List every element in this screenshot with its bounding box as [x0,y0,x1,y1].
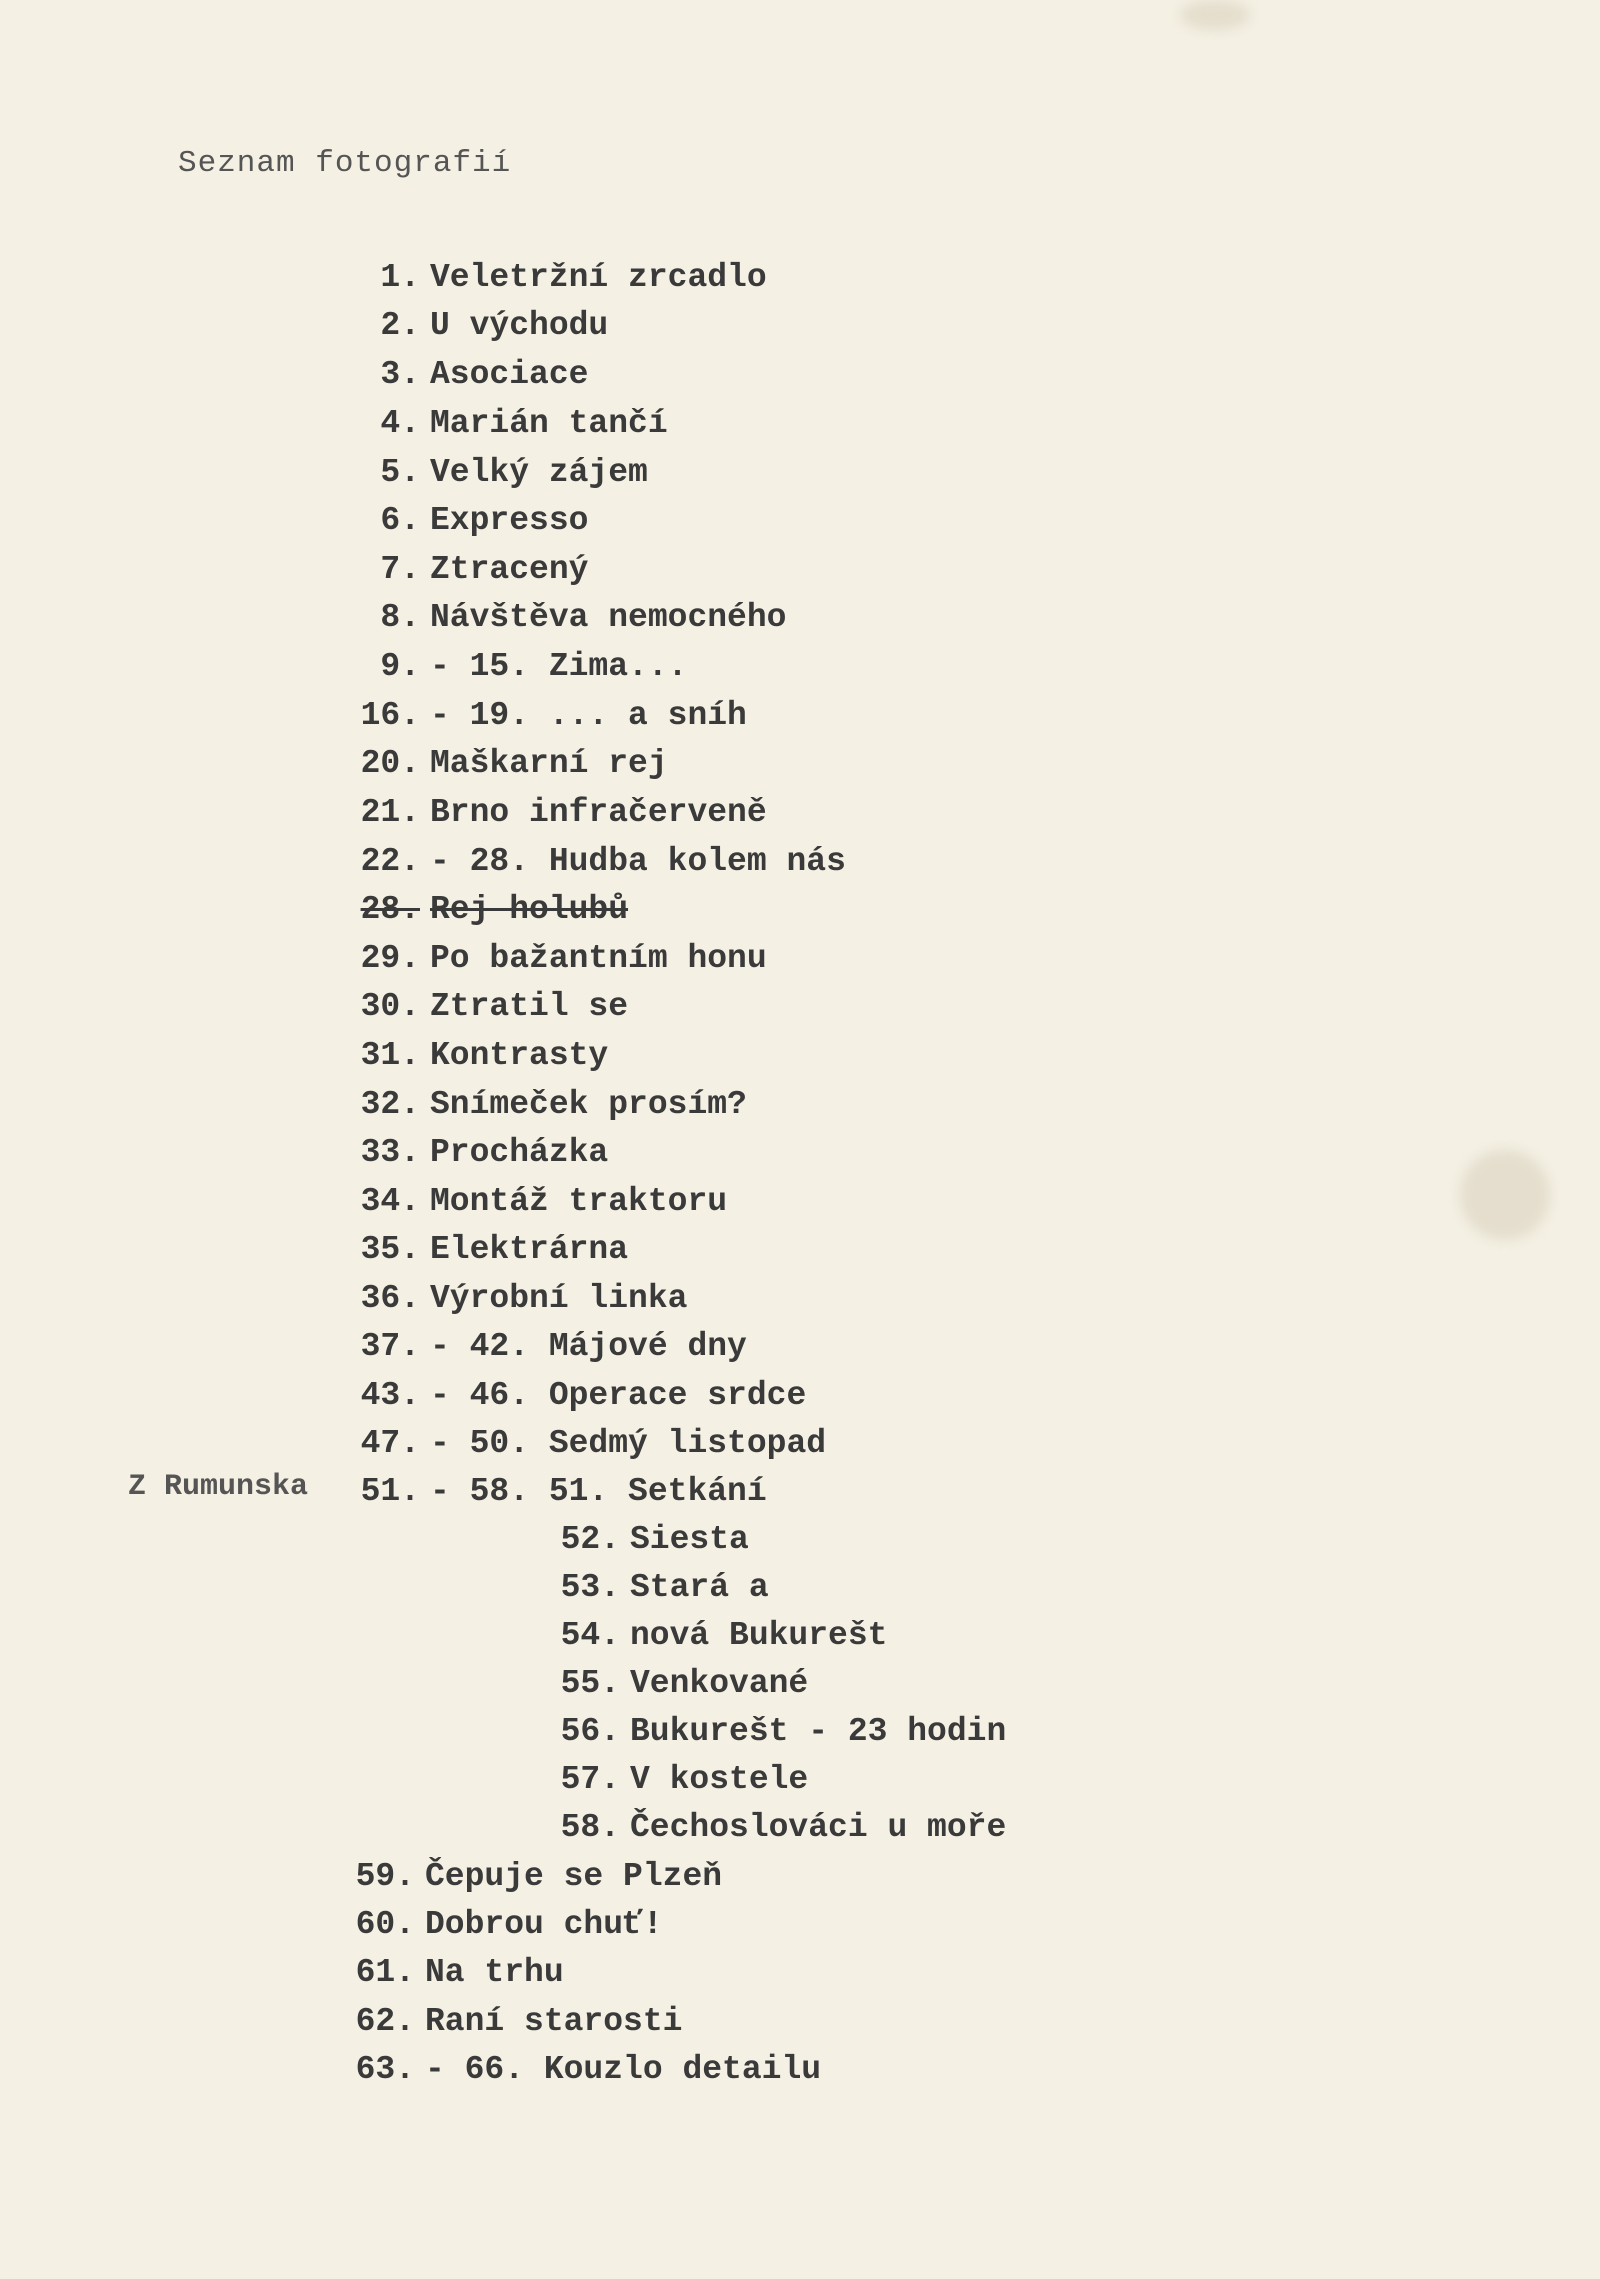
item-number: 57. [560,1761,620,1798]
item-title: - 28. Hudba kolem nás [430,843,846,880]
item-title: Čepuje se Plzeň [425,1858,723,1895]
item-number: 1. [380,259,420,296]
item-number: 32. [360,1086,420,1123]
item-title: Čechoslováci u moře [630,1809,1007,1846]
item-number: 51. [360,1473,420,1510]
item-number: 47. [360,1425,420,1462]
item-title: Bukurešt - 23 hodin [630,1713,1007,1750]
paper-stain [1460,1150,1550,1240]
item-number: 5. [380,454,420,491]
item-number: 55. [560,1665,620,1702]
item-title: Návštěva nemocného [430,599,787,636]
item-number: 21. [360,794,420,831]
item-number: 31. [360,1037,420,1074]
item-title: Velký zájem [430,454,648,491]
item-number: 63. [355,2051,415,2088]
item-title: Snímeček prosím? [430,1086,747,1123]
item-number: 2. [380,307,420,344]
item-number: 22. [360,843,420,880]
item-number: 52. [560,1521,620,1558]
item-title: Stará a [630,1569,769,1606]
item-number: 37. [360,1328,420,1365]
paper-stain [1180,0,1250,30]
item-number: 7. [380,551,420,588]
item-number: 54. [560,1617,620,1654]
item-number: 33. [360,1134,420,1171]
item-number: 6. [380,502,420,539]
item-title: Brno infračerveně [430,794,767,831]
item-title: - 19. ... a sníh [430,697,747,734]
item-title: Na trhu [425,1954,564,1991]
item-title: Kontrasty [430,1037,609,1074]
item-title: - 42. Májové dny [430,1328,747,1365]
item-title: - 46. Operace srdce [430,1377,807,1414]
item-number: 30. [360,988,420,1025]
item-title: Montáž traktoru [430,1183,728,1220]
item-title: - 50. Sedmý listopad [430,1425,827,1462]
item-title: Asociace [430,356,589,393]
item-number: 8. [380,599,420,636]
item-title: Ztratil se [430,988,629,1025]
item-number: 29. [360,940,420,977]
item-number: 36. [360,1280,420,1317]
item-title: Maškarní rej [430,745,668,782]
item-number: 4. [380,405,420,442]
item-title: Marián tančí [430,405,668,442]
item-title: - 66. Kouzlo detailu [425,2051,822,2088]
item-title: Rej holubů [430,891,629,928]
side-label: Z Rumunska [128,1470,309,1504]
item-number: 53. [560,1569,620,1606]
item-title: Po bažantním honu [430,940,767,977]
item-number: 34. [360,1183,420,1220]
item-title: - 58. 51. Setkání [430,1473,767,1510]
item-number: 60. [355,1906,415,1943]
item-title: Raní starosti [425,2003,683,2040]
item-number: 20. [360,745,420,782]
document-title: Seznam fotografií [178,146,512,181]
item-title: Ztracený [430,551,589,588]
item-title: nová Bukurešt [630,1617,888,1654]
item-title: Elektrárna [430,1231,629,1268]
item-title: Expresso [430,502,589,539]
item-title: Venkované [630,1665,809,1702]
item-number: 61. [355,1954,415,1991]
item-number: 43. [360,1377,420,1414]
item-number: 28. [360,891,420,928]
item-number: 3. [380,356,420,393]
item-number: 62. [355,2003,415,2040]
item-title: U východu [430,307,609,344]
item-title: Výrobní linka [430,1280,688,1317]
item-title: - 15. Zima... [430,648,688,685]
item-number: 16. [360,697,420,734]
item-number: 35. [360,1231,420,1268]
item-title: Dobrou chuť! [425,1906,663,1943]
item-title: V kostele [630,1761,809,1798]
item-title: Siesta [630,1521,749,1558]
item-number: 56. [560,1713,620,1750]
item-title: Veletržní zrcadlo [430,259,767,296]
item-number: 58. [560,1809,620,1846]
item-number: 9. [380,648,420,685]
item-title: Procházka [430,1134,609,1171]
item-number: 59. [355,1858,415,1895]
